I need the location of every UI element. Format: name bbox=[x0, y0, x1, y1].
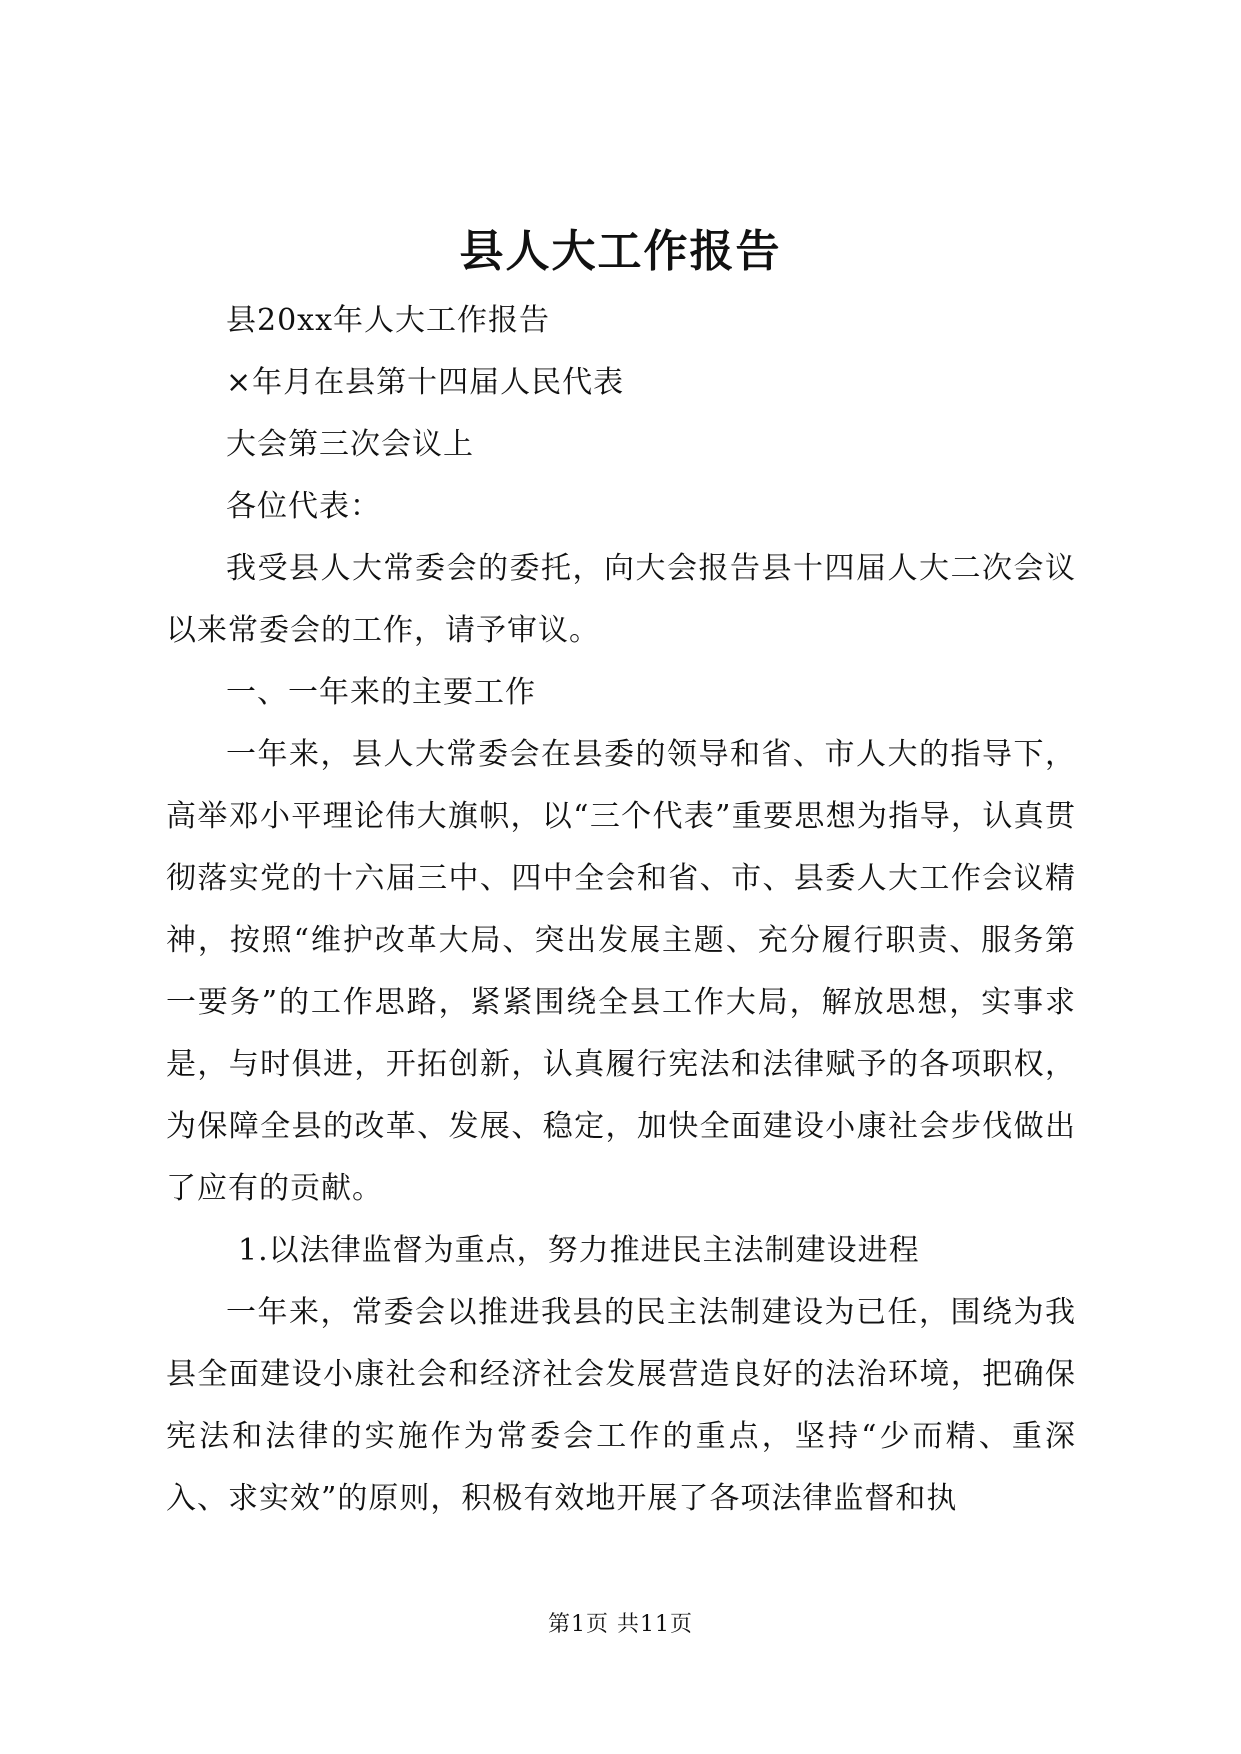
section-heading: 一、一年来的主要工作 bbox=[226, 675, 536, 710]
salutation: 各位代表： bbox=[226, 489, 381, 524]
document-body bbox=[166, 290, 1076, 1530]
report-subtitle: 县20xx年人大工作报告 bbox=[226, 303, 551, 338]
body-paragraph: 我受县人大常委会的委托，向大会报告县十四届人大二次会议以来常委会的工作，请予审议。 bbox=[166, 551, 1076, 648]
meeting-name-line: 大会第三次会议上 bbox=[226, 427, 474, 462]
page-number-footer: 第1页 共11页 bbox=[548, 1612, 693, 1637]
body-paragraph: 一年来，县人大常委会在县委的领导和省、市人大的指导下，高举邓小平理论伟大旗帜，以“三个代表”重要思想为指导，认真贯彻落实党的十六届三中、四中全会和省、市、县委人大工作会议精神，按照“维护改革大局、突出发展主题、充分履行职责、服务第一要务”的工作思路，紧紧围绕全县工作大局，解放思想，实事求是，与时俱进，开拓创新，认真履行宪法和法律赋予的各项职权，为保障全县的改革、发展、稳定，加快全面建设小康社会步伐做出了应有的贡献。 bbox=[166, 737, 1076, 1206]
document-title: 县人大工作报告 bbox=[459, 226, 782, 277]
body-paragraph: 一年来，常委会以推进我县的民主法制建设为已任，围绕为我县全面建设小康社会和经济社会发展营造良好的法治环境，把确保宪法和法律的实施作为常委会工作的重点，坚持“少而精、重深入、求实效”的原则，积极有效地开展了各项法律监督和执 bbox=[166, 1295, 1076, 1516]
subsection-heading: 1.以法律监督为重点，努力推进民主法制建设进程 bbox=[238, 1233, 920, 1268]
meeting-date-line: ×年月在县第十四届人民代表 bbox=[226, 365, 625, 400]
